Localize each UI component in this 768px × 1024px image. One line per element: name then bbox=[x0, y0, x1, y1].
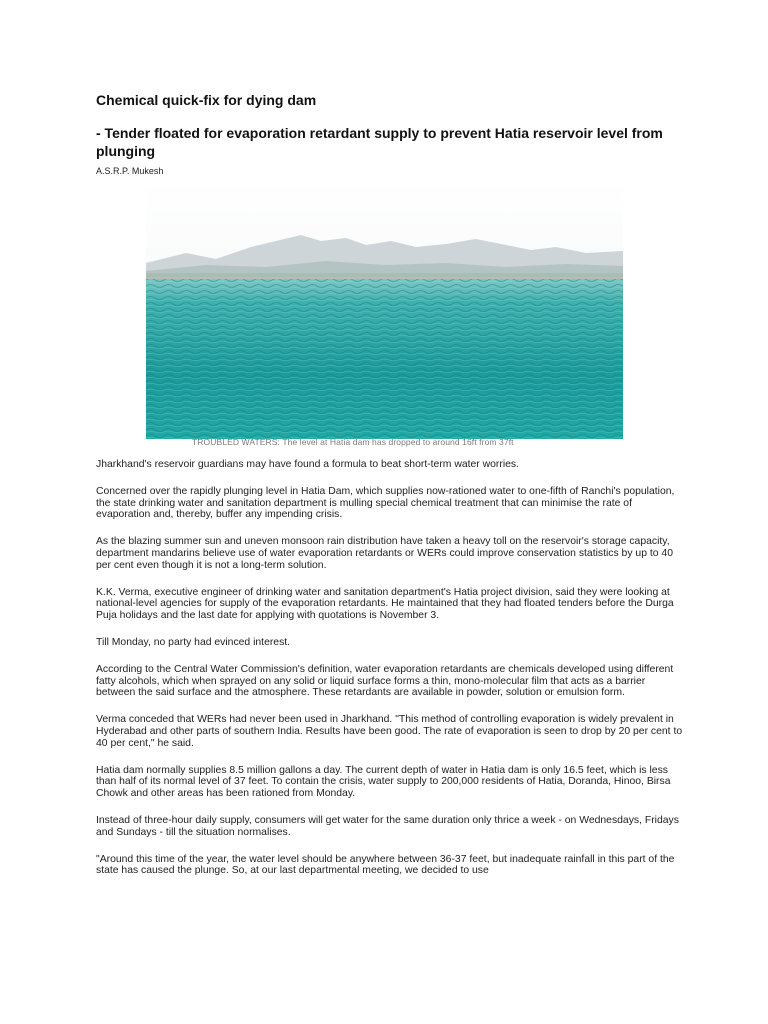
article-headline: Chemical quick-fix for dying dam bbox=[96, 92, 317, 108]
article-paragraph: As the blazing summer sun and uneven monsoon rain distribution have taken a heavy toll on the reservoir's storage capacity, department mandarins believe use of water evaporation retardants or WERs could improve conservation statistics by up to 40 per cent even though it is not a long-term solution. bbox=[96, 536, 673, 571]
article-paragraph: Concerned over the rapidly plunging level in Hatia Dam, which supplies now-rationed water to one-fifth of Ranchi's population, the state drinking water and sanitation department is mulling special chemical treatment that can minimise the rate of evaporation and, thereby, buffer any impending crisis. bbox=[96, 485, 675, 521]
article-paragraph: Verma conceded that WERs had never been used in Jharkhand. "This method of controlling evaporation is widely prevalent in Hyderabad and other parts of southern India. Results have been good. The rate of evaporation is seen to drop by 20 per cent to 40 per cent," he said. bbox=[96, 714, 683, 749]
article-paragraph: According to the Central Water Commission's definition, water evaporation retardants are chemicals developed using different fatty alcohols, which when sprayed on any solid or liquid surface forms a thin, mono-molecular film that acts as a barrier between the said surface and the atmosphere. These retardants are available in powder, solution or emulsion form. bbox=[96, 663, 674, 699]
article-paragraph: "Around this time of the year, the water level should be anywhere between 36-37 feet, but inadequate rainfall in this part of the state has caused the plunge. So, at our last departmental meeting, we decided to use bbox=[96, 853, 675, 877]
article-byline: A.S.R.P. Mukesh bbox=[96, 166, 164, 176]
article-paragraph: K.K. Verma, executive engineer of drinking water and sanitation department's Hatia project division, said they were looking at national-level agencies for supply of the evaporation retardants. He maintained that they had floated tenders before the Durga Puja holidays and the last date for applying with quotations is November 3. bbox=[96, 586, 674, 622]
photo-caption: TROUBLED WATERS: The level at Hatia dam has dropped to around 16ft from 37ft bbox=[192, 437, 514, 447]
article-subheadline: - Tender floated for evaporation retardant supply to prevent Hatia reservoir level from plunging bbox=[96, 125, 663, 159]
article-paragraph: Hatia dam normally supplies 8.5 million gallons a day. The current depth of water in Hatia dam is only 16.5 feet, which is less than half of its normal level of 37 feet. To contain the crisis, water supply to 200,000 residents of Hatia, Doranda, Hinoo, Birsa Chowk and other areas has been rationed from Monday. bbox=[96, 764, 671, 800]
article-paragraph: Jharkhand's reservoir guardians may have found a formula to beat short-term water worries. bbox=[96, 459, 519, 470]
article-body bbox=[96, 459, 686, 892]
reservoir-photo bbox=[146, 181, 623, 439]
article-paragraph: Instead of three-hour daily supply, consumers will get water for the same duration only thrice a week - on Wednesdays, Fridays and Sundays - till the situation normalises. bbox=[96, 814, 679, 838]
article-paragraph: Till Monday, no party had evinced interest. bbox=[96, 636, 291, 648]
